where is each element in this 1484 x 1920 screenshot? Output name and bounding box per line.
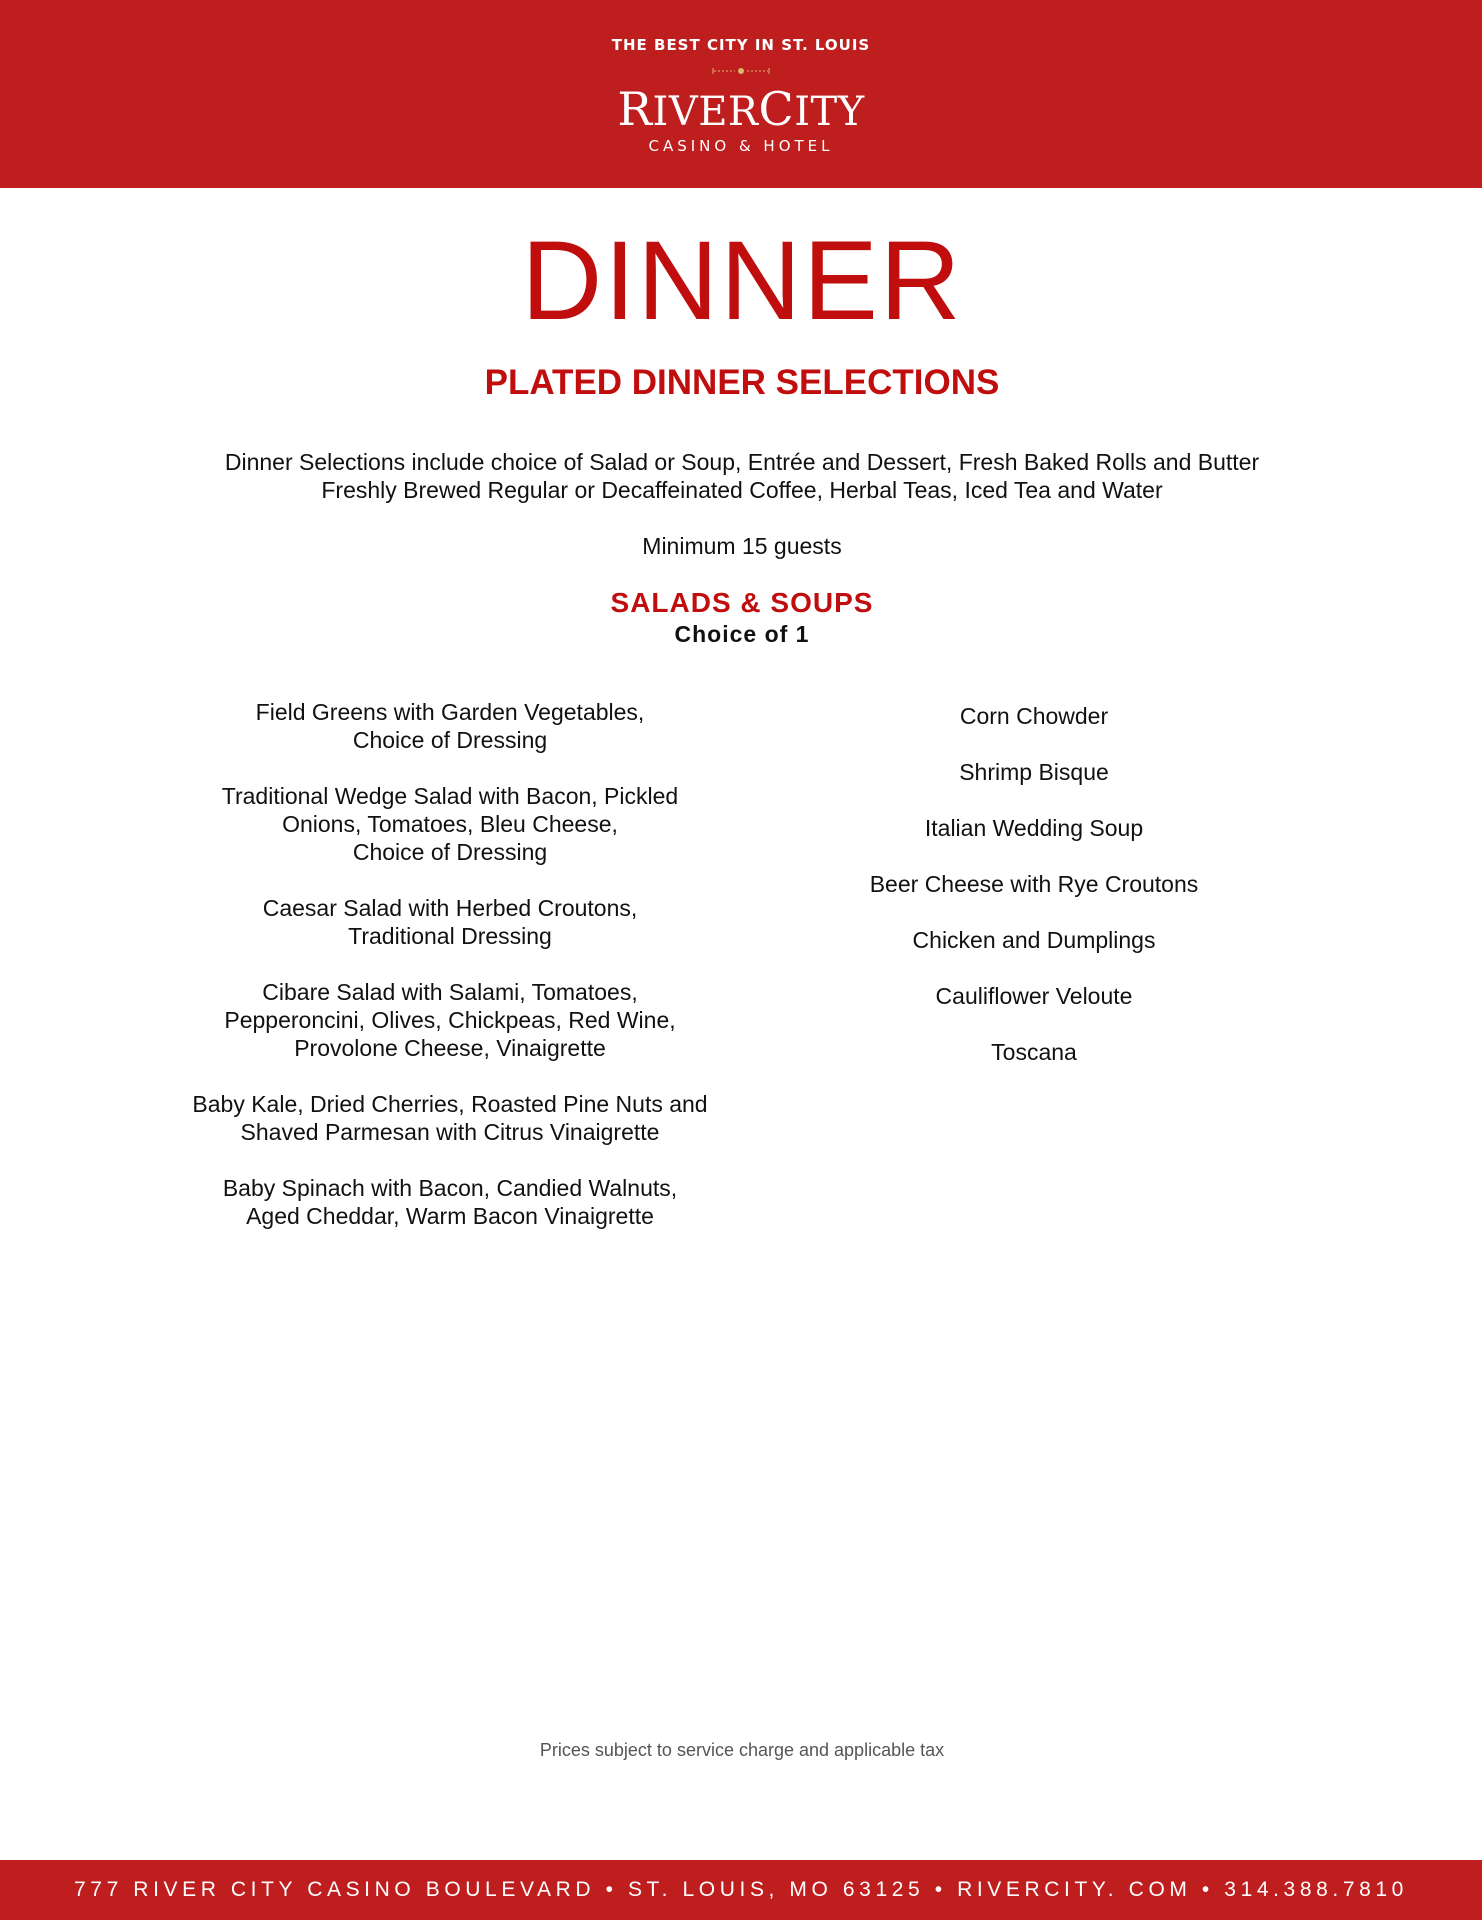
- item-line: Baby Kale, Dried Cherries, Roasted Pine Nuts and: [192, 1091, 708, 1117]
- footer-address: 777 RIVER CITY CASINO BOULEVARD • ST. LOUIS, MO 63125 • RIVERCITY. COM • 314.388.7810: [74, 1878, 1408, 1901]
- list-item: Toscana: [991, 1039, 1077, 1065]
- logo-subtitle: CASINO & HOTEL: [648, 137, 834, 155]
- list-item: [150, 894, 750, 950]
- logo-letters-ity: ITY: [794, 89, 865, 135]
- section-subtitle: Choice of 1: [674, 621, 810, 647]
- tagline: THE BEST CITY IN ST. LOUIS: [611, 36, 871, 54]
- list-item: [150, 1174, 750, 1230]
- item-line: Traditional Dressing: [348, 923, 552, 949]
- logo-wordmark: [0, 82, 1482, 136]
- section-title: SALADS & SOUPS: [610, 587, 874, 618]
- item-line: Onions, Tomatoes, Bleu Cheese,: [282, 811, 618, 837]
- page-subtitle: PLATED DINNER SELECTIONS: [484, 363, 1000, 402]
- header-band: [0, 0, 1482, 188]
- intro-line: Freshly Brewed Regular or Decaffeinated Coffee, Herbal Teas, Iced Tea and Water: [321, 477, 1163, 503]
- list-item: [150, 782, 750, 866]
- logo-letter-c: C: [758, 82, 795, 136]
- list-item: Shrimp Bisque: [959, 759, 1109, 785]
- item-line: Provolone Cheese, Vinaigrette: [294, 1035, 606, 1061]
- list-item: Italian Wedding Soup: [924, 815, 1144, 841]
- item-line: Field Greens with Garden Vegetables,: [255, 699, 645, 725]
- item-line: Baby Spinach with Bacon, Candied Walnuts,: [222, 1175, 678, 1201]
- footer-band: [0, 1860, 1482, 1920]
- salads-list: [150, 698, 750, 1258]
- item-line: Traditional Wedge Salad with Bacon, Pickled: [221, 783, 679, 809]
- item-line: Aged Cheddar, Warm Bacon Vinaigrette: [246, 1203, 654, 1229]
- list-item: [150, 1090, 750, 1146]
- list-item: Chicken and Dumplings: [912, 927, 1156, 953]
- item-line: Shaved Parmesan with Citrus Vinaigrette: [240, 1119, 660, 1145]
- minimum-guests: Minimum 15 guests: [642, 533, 842, 559]
- list-item: Corn Chowder: [959, 703, 1109, 729]
- list-item: Beer Cheese with Rye Croutons: [869, 871, 1199, 897]
- item-line: Pepperoncini, Olives, Chickpeas, Red Wine,: [224, 1007, 676, 1033]
- logo-letter-r: R: [617, 82, 653, 136]
- item-line: Choice of Dressing: [352, 727, 548, 753]
- ornament-icon: [711, 66, 771, 76]
- intro-line: Dinner Selections include choice of Salad or Soup, Entrée and Dessert, Fresh Baked Rolls and Butter: [224, 449, 1260, 475]
- item-line: Cibare Salad with Salami, Tomatoes,: [262, 979, 638, 1005]
- list-item: Cauliflower Veloute: [935, 983, 1133, 1009]
- logo-letters-iver: IVER: [652, 89, 759, 135]
- pricing-disclaimer: Prices subject to service charge and applicable tax: [539, 1740, 945, 1760]
- item-line: Caesar Salad with Herbed Croutons,: [262, 895, 638, 921]
- soups-list: [834, 702, 1234, 1094]
- item-line: Choice of Dressing: [352, 839, 548, 865]
- list-item: [150, 978, 750, 1062]
- intro-text: [0, 448, 1484, 504]
- page-title: DINNER: [521, 218, 963, 343]
- list-item: [150, 698, 750, 754]
